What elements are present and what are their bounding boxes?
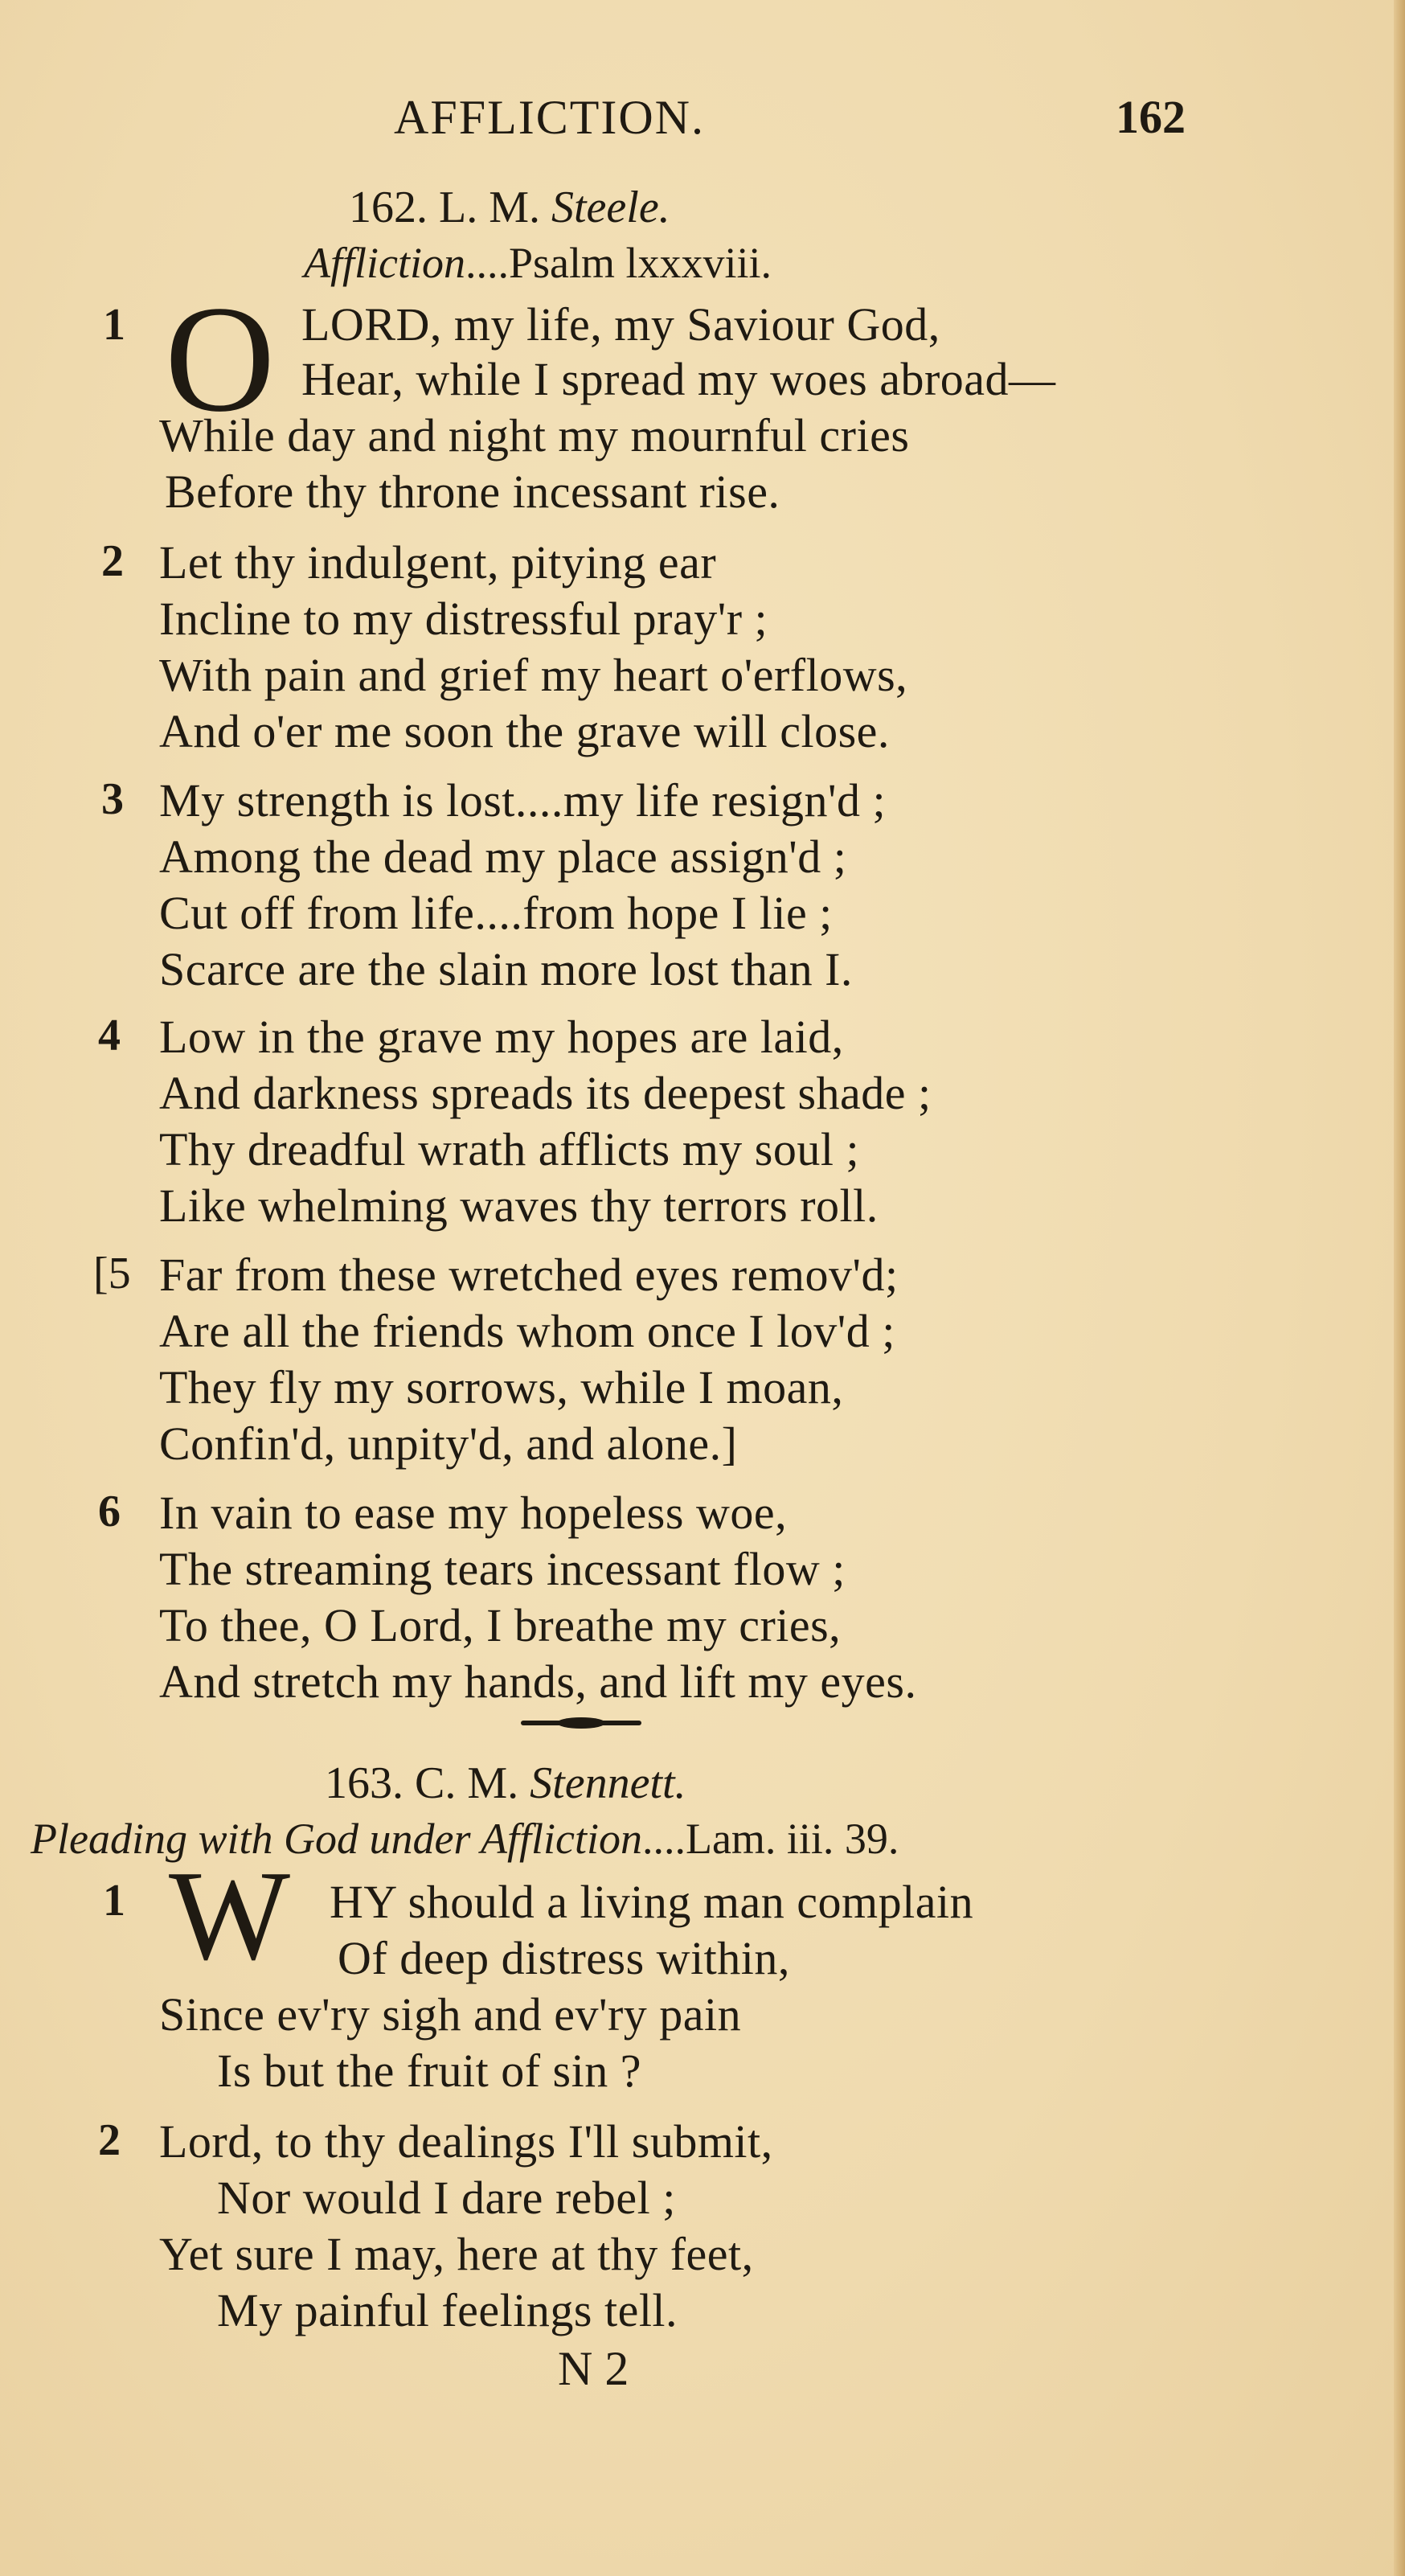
verse-line: Scarce are the slain more lost than I. — [159, 943, 853, 995]
verse-line: My strength is lost....my life resign'd ; — [159, 774, 887, 827]
ornamental-rule — [521, 1721, 641, 1725]
hymn-163-subtitle — [31, 1814, 899, 1864]
running-title: AFFLICTION. — [394, 91, 706, 144]
verse-number: 2 — [98, 2115, 121, 2165]
hymn-163-heading — [325, 1758, 686, 1809]
verse-line: Are all the friends whom once I lov'd ; — [159, 1305, 895, 1357]
verse-line: Incline to my distressful pray'r ; — [159, 593, 768, 645]
verse-line: Hear, while I spread my woes abroad— — [301, 353, 1056, 405]
verse-number: [5 — [93, 1249, 131, 1298]
verse-line: LORD, my life, my Saviour God, — [301, 298, 940, 351]
verse-line: Let thy indulgent, pitying ear — [159, 536, 717, 589]
verse-line: In vain to ease my hopeless woe, — [159, 1487, 788, 1539]
verse-line: Of deep distress within, — [338, 1932, 790, 1984]
hymn-162-subtitle — [304, 238, 772, 288]
page-number: 162 — [1116, 91, 1186, 143]
subtitle-italic: Affliction — [304, 239, 465, 287]
verse-line: And darkness spreads its deepest shade ; — [159, 1067, 932, 1119]
verse-number: 4 — [98, 1011, 121, 1060]
drop-cap: O — [165, 275, 276, 444]
hymn-author: Stennett. — [530, 1758, 686, 1808]
verse-line: And o'er me soon the grave will close. — [159, 705, 890, 757]
subtitle-reference: ....Psalm lxxxviii. — [465, 239, 772, 287]
hymn-author: Steele. — [551, 183, 670, 232]
page-edge — [1394, 0, 1405, 2576]
verse-line: And stretch my hands, and lift my eyes. — [159, 1655, 917, 1708]
verse-line: Confin'd, unpity'd, and alone.] — [159, 1417, 738, 1470]
subtitle-reference: ....Lam. iii. 39. — [641, 1815, 899, 1863]
verse-number: 2 — [101, 536, 124, 586]
verse-number: 1 — [103, 300, 125, 350]
verse-line: Is but the fruit of sin ? — [217, 2045, 641, 2097]
verse-line: Nor would I dare rebel ; — [217, 2172, 676, 2224]
verse-line: Before thy throne incessant rise. — [165, 466, 780, 518]
verse-line: Cut off from life....from hope I lie ; — [159, 887, 833, 939]
verse-number: 1 — [103, 1876, 125, 1926]
hymn-number-meter: 163. C. M. — [325, 1758, 519, 1808]
verse-line: Low in the grave my hopes are laid, — [159, 1011, 844, 1063]
verse-line: My painful feelings tell. — [217, 2284, 678, 2336]
hymn-number-meter: 162. L. M. — [349, 183, 540, 232]
drop-cap: W — [169, 1844, 291, 1987]
verse-number: 6 — [98, 1487, 121, 1536]
verse-line: Thy dreadful wrath afflicts my soul ; — [159, 1123, 860, 1175]
verse-line: To thee, O Lord, I breathe my cries, — [159, 1599, 842, 1651]
verse-line: They fly my sorrows, while I moan, — [159, 1361, 844, 1413]
verse-line: While day and night my mournful cries — [159, 409, 910, 461]
verse-number: 3 — [101, 774, 124, 824]
verse-line: Yet sure I may, here at thy feet, — [159, 2228, 754, 2280]
verse-line: Lord, to thy dealings I'll submit, — [159, 2115, 773, 2168]
subtitle-italic: Pleading with God under Affliction — [31, 1815, 642, 1863]
verse-line: Among the dead my place assign'd ; — [159, 831, 847, 883]
verse-line: Since ev'ry sigh and ev'ry pain — [159, 1988, 742, 2041]
hymn-162-heading — [349, 182, 670, 233]
verse-line: With pain and grief my heart o'erflows, — [159, 649, 908, 701]
verse-line: HY should a living man complain — [330, 1876, 974, 1928]
verse-line: Far from these wretched eyes remov'd; — [159, 1249, 899, 1301]
verse-line: The streaming tears incessant flow ; — [159, 1543, 846, 1595]
signature-mark: N 2 — [558, 2342, 629, 2395]
verse-line: Like whelming waves thy terrors roll. — [159, 1179, 879, 1232]
